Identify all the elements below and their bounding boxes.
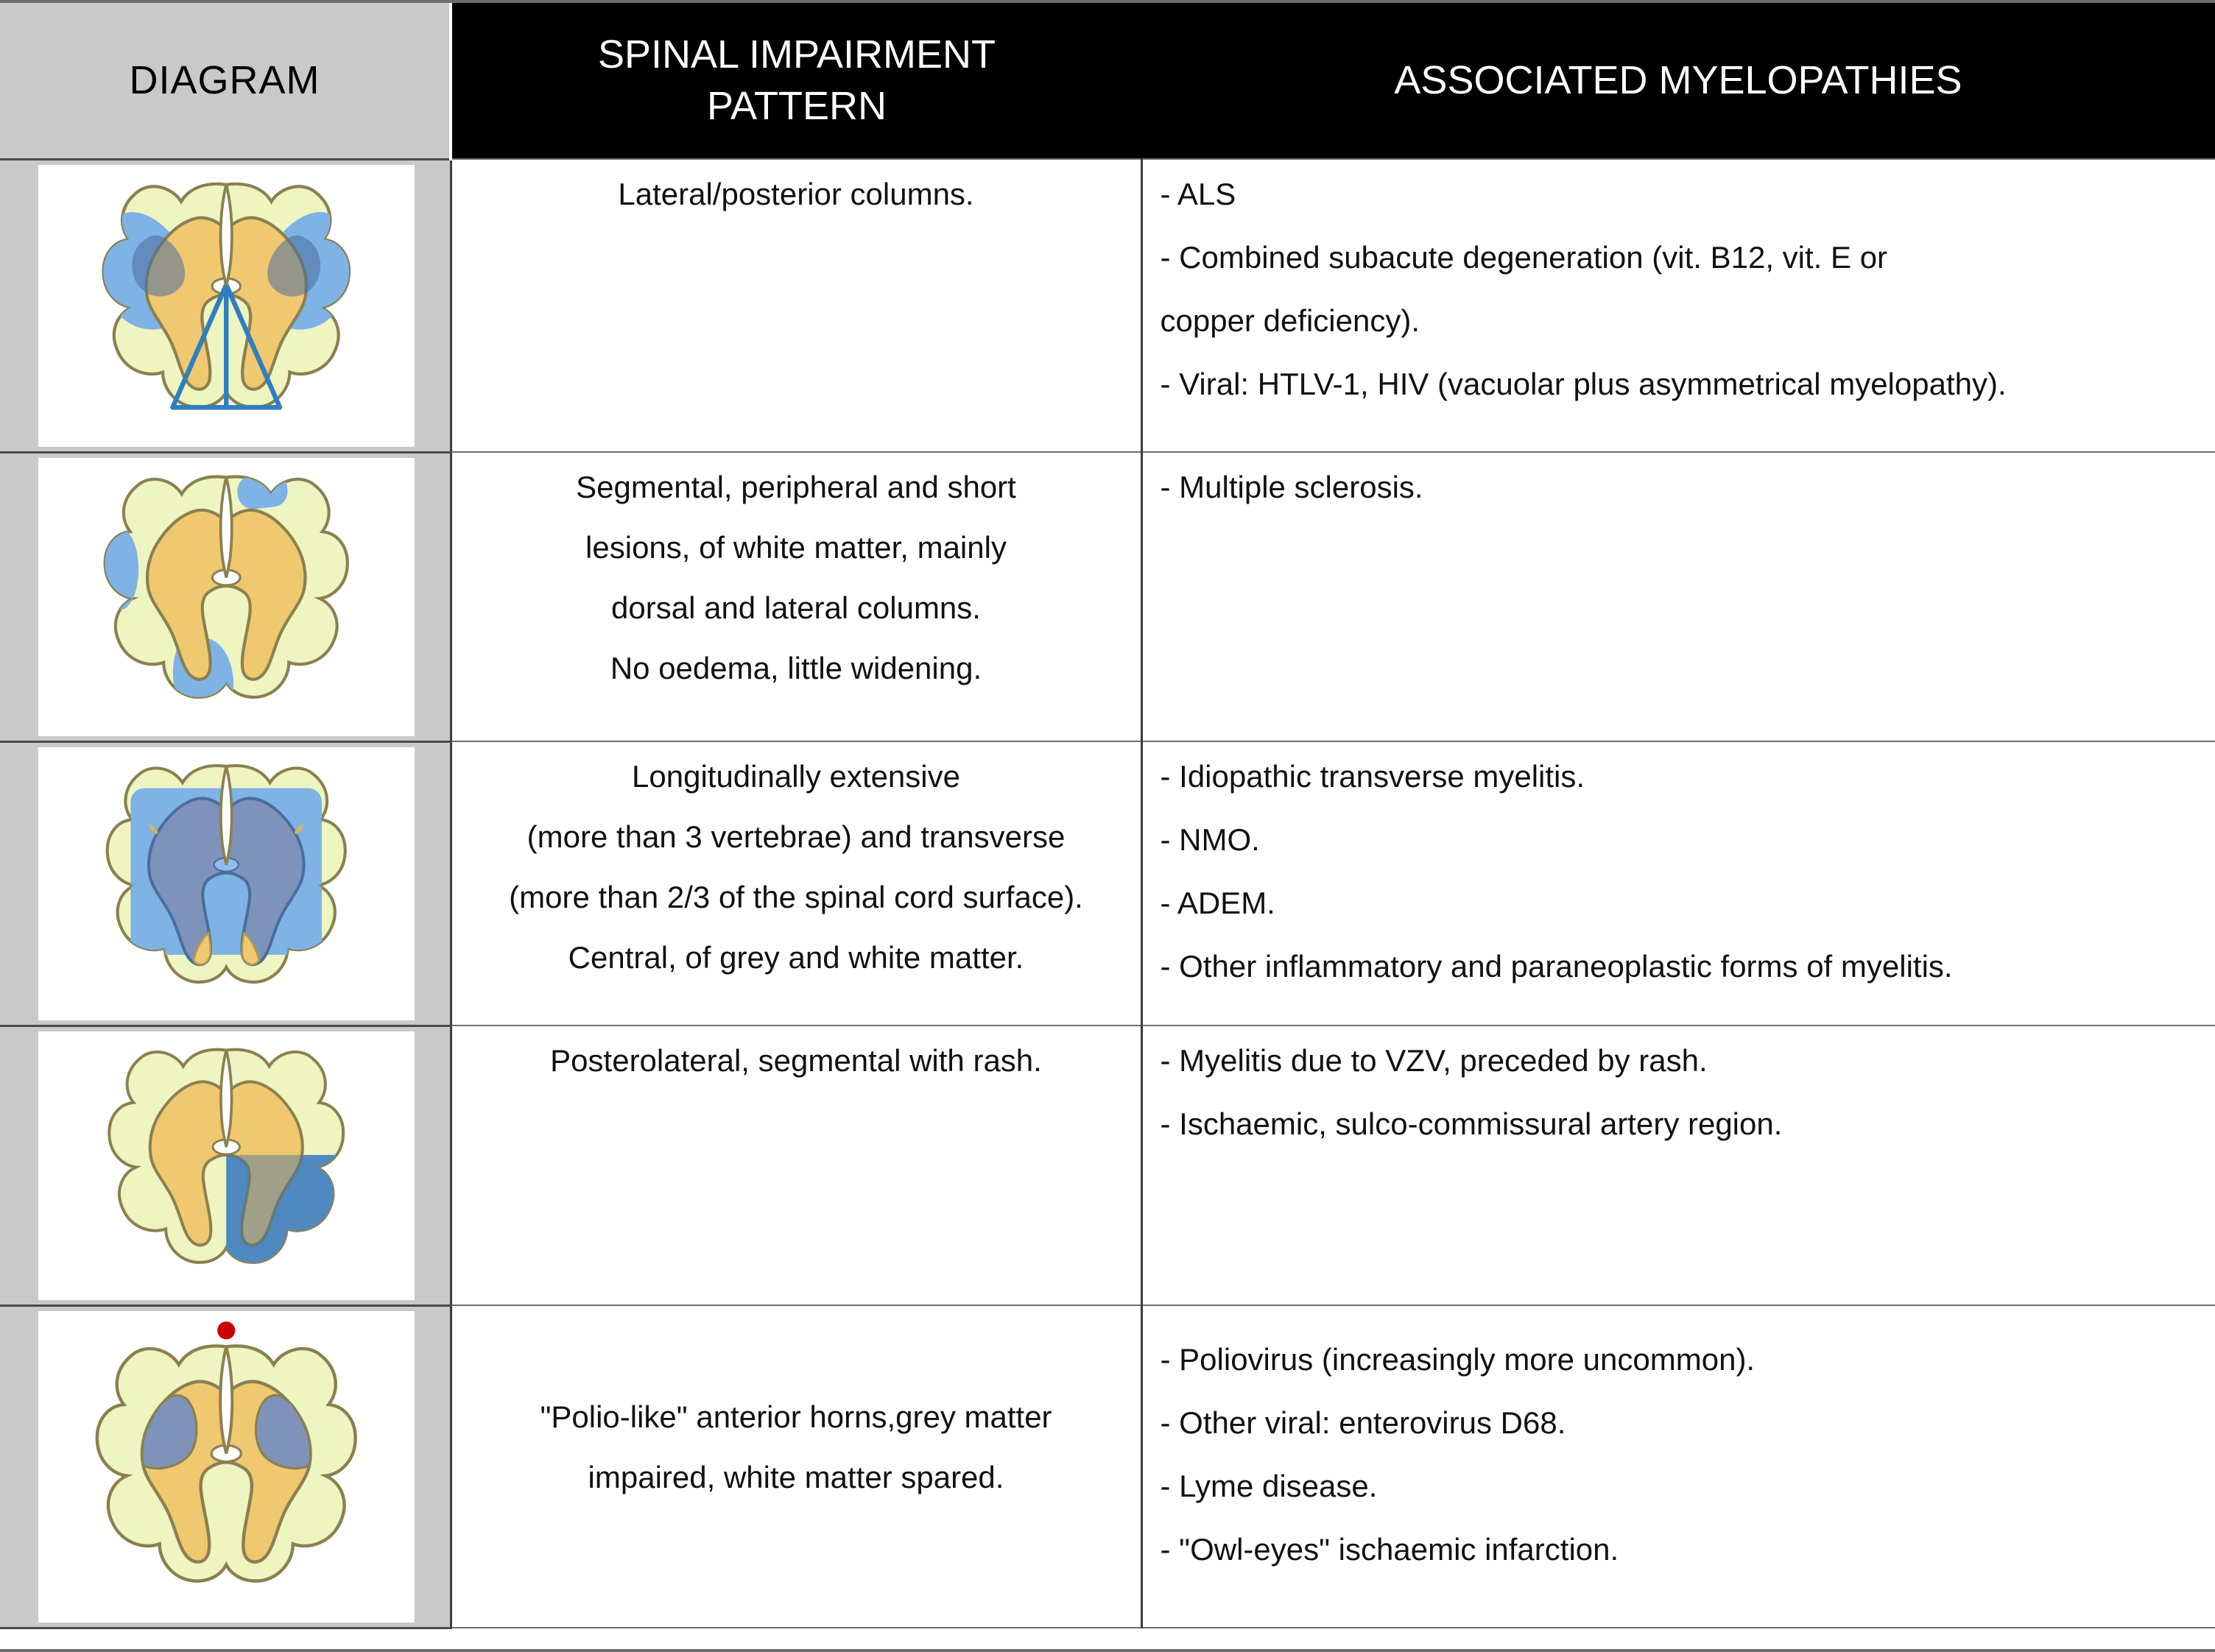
pattern-cell bbox=[451, 159, 1141, 452]
myelopathy-item: - Combined subacute degeneration (vit. B12, vit. E or bbox=[1160, 240, 1888, 275]
diagram-panel bbox=[38, 165, 415, 447]
table-row bbox=[0, 1305, 2215, 1628]
lateral-posterior-columns-diagram bbox=[38, 165, 415, 447]
column-header-diagram: DIAGRAM bbox=[0, 3, 451, 159]
pattern-line: Segmental, peripheral and short bbox=[576, 470, 1016, 504]
myelopathy-item: - Multiple sclerosis. bbox=[1160, 470, 1423, 504]
pattern-line: Longitudinally extensive bbox=[632, 759, 960, 794]
pattern-line: No oedema, little widening. bbox=[610, 651, 982, 685]
myelopathy-pattern-table bbox=[0, 3, 2215, 1629]
diagram-panel bbox=[38, 747, 415, 1020]
myelopathies-text-block bbox=[1143, 1026, 2215, 1147]
myelopathies-text-block bbox=[1143, 160, 2215, 407]
polio-like-anterior-horns-diagram bbox=[38, 1311, 415, 1623]
myelopathy-item: - Poliovirus (increasingly more uncommon). bbox=[1160, 1342, 1756, 1377]
column-header-associated-myelopathies: ASSOCIATED MYELOPATHIES bbox=[1141, 3, 2215, 159]
header-row bbox=[0, 3, 2215, 159]
myelopathies-cell bbox=[1141, 1026, 2215, 1305]
diagram-cell bbox=[0, 1305, 451, 1628]
diagram-cell bbox=[0, 159, 451, 452]
pattern-cell bbox=[451, 1026, 1141, 1305]
column-header-spinal-impairment-pattern bbox=[451, 3, 1141, 159]
pattern-line: Central, of grey and white matter. bbox=[568, 940, 1024, 975]
pattern-line: lesions, of white matter, mainly bbox=[585, 530, 1007, 565]
diagram-panel bbox=[38, 1031, 415, 1300]
pattern-cell bbox=[451, 452, 1141, 741]
myelopathy-item: - Viral: HTLV-1, HIV (vacuolar plus asymmetrical myelopathy). bbox=[1160, 367, 2007, 401]
myelopathies-text-block bbox=[1143, 453, 2215, 510]
myelopathies-cell bbox=[1141, 452, 2215, 741]
myelopathy-item: - Idiopathic transverse myelitis. bbox=[1160, 759, 1585, 794]
diagram-cell bbox=[0, 1026, 451, 1305]
segmental-peripheral-lesions-diagram bbox=[38, 458, 415, 736]
diagram-panel bbox=[38, 1311, 415, 1623]
pattern-text-block bbox=[452, 1306, 1141, 1530]
column-header-pattern-line-1: SPINAL IMPAIRMENT bbox=[597, 32, 996, 77]
myelopathy-item: - ALS bbox=[1160, 177, 1236, 211]
myelopathy-item-continuation: copper deficiency). bbox=[1160, 303, 1420, 338]
longitudinally-extensive-transverse-diagram bbox=[38, 747, 415, 1020]
pattern-cell bbox=[451, 1305, 1141, 1628]
myelopathies-cell bbox=[1141, 159, 2215, 452]
pattern-text-block bbox=[452, 453, 1141, 721]
myelopathies-text-block bbox=[1143, 742, 2215, 989]
table-row bbox=[0, 159, 2215, 452]
pattern-line: dorsal and lateral columns. bbox=[611, 590, 981, 625]
diagram-panel bbox=[38, 458, 415, 736]
myelopathy-item: - Ischaemic, sulco-commissural artery region. bbox=[1160, 1106, 1783, 1141]
table-header bbox=[0, 3, 2215, 159]
myelopathies-cell bbox=[1141, 741, 2215, 1026]
myelopathy-item: - "Owl-eyes" ischaemic infarction. bbox=[1160, 1532, 1619, 1567]
pattern-line: (more than 3 vertebrae) and transverse bbox=[527, 819, 1066, 854]
table-body bbox=[0, 159, 2215, 1628]
table-row bbox=[0, 452, 2215, 741]
myelopathy-item: - Other inflammatory and paraneoplastic forms of myelitis. bbox=[1160, 949, 1953, 984]
pattern-line: "Polio-like" anterior horns,grey matter bbox=[540, 1399, 1052, 1434]
myelopathies-text-block bbox=[1143, 1306, 2215, 1572]
pattern-text-block bbox=[452, 742, 1141, 1010]
myelopathy-item: - NMO. bbox=[1160, 822, 1260, 857]
column-header-pattern-line-2: PATTERN bbox=[706, 83, 887, 128]
table-row bbox=[0, 1026, 2215, 1305]
myelopathy-item: - Lyme disease. bbox=[1160, 1469, 1378, 1503]
pattern-line: (more than 2/3 of the spinal cord surface). bbox=[509, 880, 1083, 914]
pattern-text-block bbox=[452, 160, 1141, 247]
red-marker-dot bbox=[217, 1321, 235, 1339]
myelopathy-item: - Other viral: enterovirus D68. bbox=[1160, 1405, 1566, 1440]
pattern-line: Posterolateral, segmental with rash. bbox=[550, 1043, 1042, 1078]
myelopathies-cell bbox=[1141, 1305, 2215, 1628]
pattern-cell bbox=[451, 741, 1141, 1026]
posterolateral-segmental-rash-diagram bbox=[38, 1031, 415, 1300]
myelopathy-item: - Myelitis due to VZV, preceded by rash. bbox=[1160, 1043, 1708, 1078]
myelopathy-item: - ADEM. bbox=[1160, 886, 1275, 920]
diagram-cell bbox=[0, 452, 451, 741]
table-row bbox=[0, 741, 2215, 1026]
pattern-text-block bbox=[452, 1026, 1141, 1113]
diagram-cell bbox=[0, 741, 451, 1026]
pattern-line: Lateral/posterior columns. bbox=[618, 177, 974, 211]
pattern-line: impaired, white matter spared. bbox=[588, 1460, 1004, 1494]
